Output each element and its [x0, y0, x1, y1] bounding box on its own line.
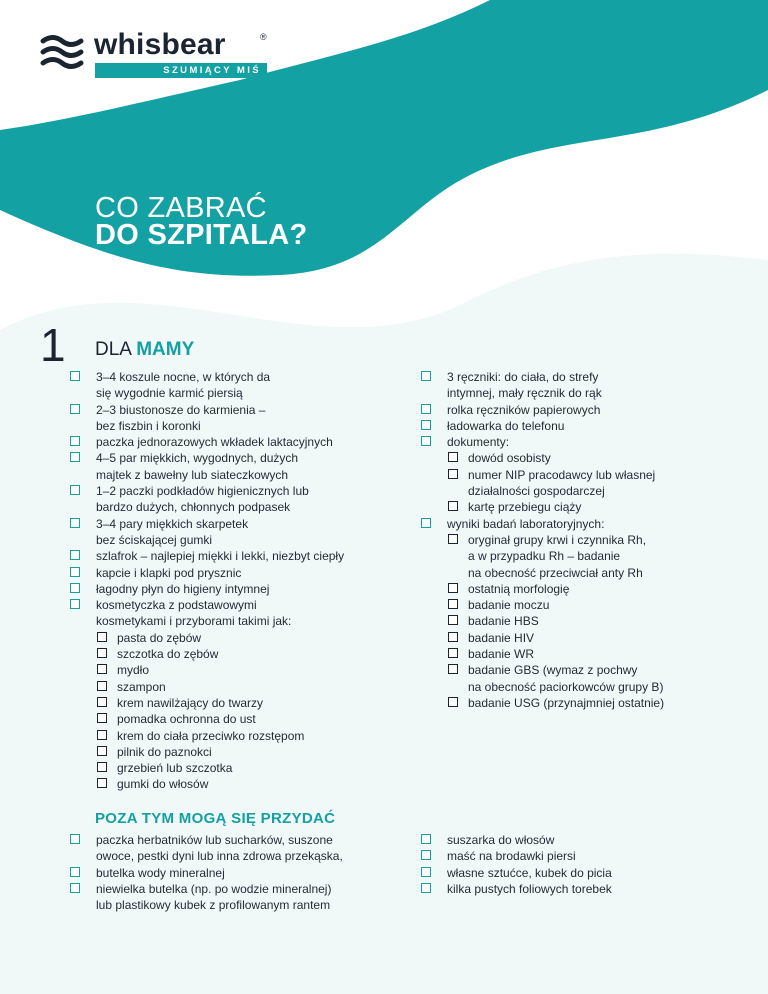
checklist-item[interactable]: własne sztućce, kubek do picia: [421, 865, 612, 881]
checklist-item[interactable]: szlafrok – najlepiej miękki i lekki, niezbyt ciepły: [70, 548, 344, 564]
checklist-item[interactable]: wyniki badań laboratoryjnych:: [421, 516, 664, 532]
checklist-item[interactable]: 4–5 par miękkich, wygodnych, dużych: [70, 450, 344, 466]
checklist-item[interactable]: kosmetyczka z podstawowymi: [70, 597, 344, 613]
checklist-item-continuation: bez ściskającej gumki: [96, 532, 213, 547]
checklist-item-continuation: owoce, pestki dyni lub inna zdrowa przekąska,: [96, 849, 343, 864]
checklist-item[interactable]: paczka herbatników lub sucharków, suszone: [70, 832, 343, 848]
checklist-item[interactable]: 2–3 biustonosze do karmienia –: [70, 402, 344, 418]
checklist-extra-left: [70, 832, 343, 913]
wave-lines-icon: [40, 30, 84, 74]
checklist-item[interactable]: rolka ręczników papierowych: [421, 402, 664, 418]
checklist-item[interactable]: pasta do zębów: [70, 630, 344, 646]
section-number: 1: [40, 319, 66, 371]
checklist-item-continuation: bardzo dużych, chłonnych podpasek: [96, 500, 291, 515]
checklist-item[interactable]: szampon: [70, 679, 344, 695]
checklist-item[interactable]: ostatnią morfologię: [421, 581, 664, 597]
section-heading-extra: POZA TYM MOGĄ SIĘ PRZYDAĆ: [95, 810, 336, 827]
registered-mark: ®: [260, 32, 267, 42]
checklist-item[interactable]: 3 ręczniki: do ciała, do strefy: [421, 369, 664, 385]
checklist-item[interactable]: badanie HIV: [421, 630, 664, 646]
checklist-item[interactable]: krem nawilżający do twarzy: [70, 695, 344, 711]
checklist-item[interactable]: maść na brodawki piersi: [421, 848, 612, 864]
checklist-item-continuation: na obecność paciorkowców grupy B): [468, 679, 664, 694]
checklist-item[interactable]: niewielka butelka (np. po wodzie mineralnej): [70, 881, 343, 897]
page-title-line2: DO SZPITALA?: [95, 219, 308, 251]
checklist-item[interactable]: oryginał grupy krwi i czynnika Rh,: [421, 532, 664, 548]
checklist-item[interactable]: paczka jednorazowych wkładek laktacyjnych: [70, 434, 344, 450]
checklist-item-continuation: działalności gospodarczej: [468, 484, 605, 499]
checklist-item[interactable]: 3–4 pary miękkich skarpetek: [70, 516, 344, 532]
checklist-item[interactable]: badanie HBS: [421, 613, 664, 629]
checklist-item[interactable]: suszarka do włosów: [421, 832, 612, 848]
checklist-item[interactable]: numer NIP pracodawcy lub własnej: [421, 467, 664, 483]
checklist-item[interactable]: łagodny płyn do higieny intymnej: [70, 581, 344, 597]
checklist-item-continuation: majtek z bawełny lub siateczkowych: [96, 467, 289, 482]
checklist-item[interactable]: grzebień lub szczotka: [70, 760, 344, 776]
checklist-mama-right: [421, 369, 664, 711]
checklist-item-continuation: a w przypadku Rh – badanie: [468, 549, 621, 564]
checklist-item[interactable]: 1–2 paczki podkładów higienicznych lub: [70, 483, 344, 499]
checklist-item[interactable]: 3–4 koszule nocne, w których da: [70, 369, 344, 385]
checklist-item[interactable]: badanie GBS (wymaz z pochwy: [421, 662, 664, 678]
checklist-item-continuation: lub plastikowy kubek z profilowanym rantem: [96, 898, 331, 913]
checklist-item[interactable]: dokumenty:: [421, 434, 664, 450]
checklist-item[interactable]: dowód osobisty: [421, 450, 664, 466]
logo: [40, 30, 280, 80]
checklist-item-continuation: bez fiszbin i koronki: [96, 418, 201, 433]
logo-wordmark: whisbear: [94, 28, 226, 61]
checklist-item[interactable]: kapcie i klapki pod prysznic: [70, 565, 344, 581]
checklist-item[interactable]: badanie USG (przynajmniej ostatnie): [421, 695, 664, 711]
checklist-item[interactable]: badanie WR: [421, 646, 664, 662]
checklist-item[interactable]: ładowarka do telefonu: [421, 418, 664, 434]
checklist-item[interactable]: mydło: [70, 662, 344, 678]
checklist-item[interactable]: kilka pustych foliowych torebek: [421, 881, 612, 897]
checklist-item-continuation: się wygodnie karmić piersią: [96, 386, 243, 401]
heading-highlight: MAMY: [136, 339, 195, 360]
logo-tagline: SZUMIĄCY MIŚ: [95, 63, 267, 78]
checklist-item-continuation: intymnej, mały ręcznik do rąk: [447, 386, 602, 401]
checklist-item[interactable]: badanie moczu: [421, 597, 664, 613]
checklist-item[interactable]: szczotka do zębów: [70, 646, 344, 662]
checklist-item[interactable]: pilnik do paznokci: [70, 744, 344, 760]
heading-prefix: DLA: [95, 339, 131, 360]
checklist-item[interactable]: kartę przebiegu ciąży: [421, 499, 664, 515]
section-heading-mama: [95, 339, 194, 361]
page-title-line1: CO ZABRAĆ: [95, 192, 267, 224]
checklist-item[interactable]: krem do ciała przeciwko rozstępom: [70, 728, 344, 744]
checklist-item-continuation: na obecność przeciwciał anty Rh: [468, 565, 643, 580]
checklist-extra-right: [421, 832, 612, 897]
checklist-item[interactable]: butelka wody mineralnej: [70, 865, 343, 881]
checklist-item[interactable]: pomadka ochronna do ust: [70, 711, 344, 727]
checklist-mama-left: [70, 369, 344, 793]
checklist-item[interactable]: gumki do włosów: [70, 776, 344, 792]
checklist-item-continuation: kosmetykami i przyborami takimi jak:: [96, 614, 292, 629]
